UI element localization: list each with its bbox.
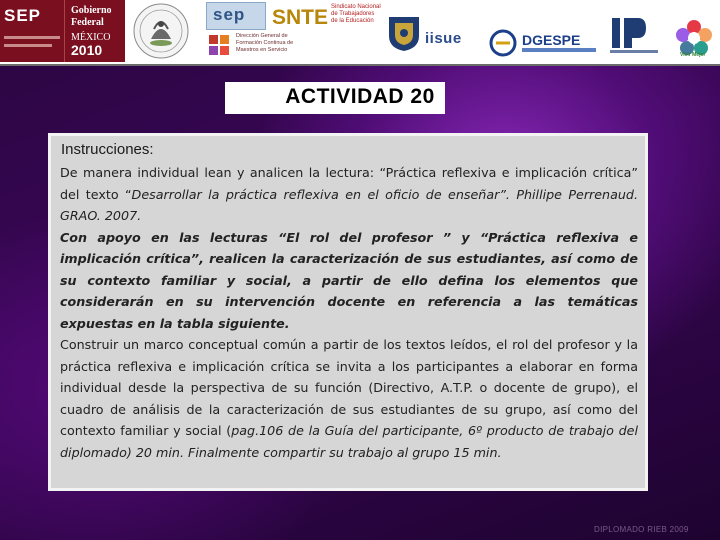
instructions-heading: Instrucciones: [61, 141, 154, 158]
national-seal-icon [126, 1, 196, 61]
sep-secretaria-logo [206, 2, 266, 30]
gobierno-label: Gobierno [71, 5, 112, 16]
unam-shield-icon [386, 14, 422, 52]
gobierno-federal-logo [64, 0, 125, 62]
dgespe-logo [488, 28, 598, 58]
iisue-logo: iisue [425, 30, 462, 47]
snte-logo: SNTE [272, 6, 329, 29]
dgespe-underline [522, 48, 596, 52]
divider [4, 36, 60, 39]
mexico-label: MÉXICO [71, 32, 111, 43]
divider [4, 44, 52, 47]
sep-wordmark: SEP [4, 6, 42, 25]
paragraph-3-text: Construir un marco conceptual común a partir de los textos leídos, el rol del profesor y la práctica reflexiva e implicación crítica se invita a los participantes a elaborar en forma individual desde la perspectiva de su función (Directivo, A.T.P. o docente de grupo), el cuadro de análisis de la caracterización de sus estudiantes de su grupo, así como del contexto familiar y social ( [60, 337, 638, 438]
footer-label: DIPLOMADO RIEB 2009 [594, 525, 689, 534]
dgespe-icon [488, 28, 518, 58]
upn-logo-icon [606, 16, 662, 60]
sep-logo-block [0, 0, 64, 62]
federal-label: Federal [71, 17, 104, 28]
instruction-paragraph-3 [60, 334, 638, 463]
instructions-body [60, 162, 638, 463]
snte-subtitle: Sindicato Nacional de Trabajadores de la Educación [331, 4, 381, 24]
vivir-mejor-label: Vivir Mejor [680, 52, 706, 58]
page-title: ACTIVIDAD 20 [285, 85, 435, 108]
sep-logo-text: sep [213, 5, 246, 24]
paragraph-3-reference: pag.106 de la Guía del participante, 6º producto de trabajo del diplomado) 20 min. Finalmente compartir su trabajo al grupo 15 min. [60, 423, 638, 460]
paragraph-1-citation: Desarrollar la práctica reflexiva en el oficio de enseñar”. Phillipe Perrenaud. GRAO. 2007. [60, 186, 639, 223]
dgfcms-label: Dirección General de Formación Continua de Maestros en Servicio [236, 33, 294, 53]
instruction-paragraph-1 [60, 162, 638, 227]
instruction-paragraph-2: Con apoyo en las lecturas “El rol del profesor ” y “Práctica reflexiva e implicación crítica”, realicen la caracterización de sus estudiantes, así como de su contexto familiar y social, a partir de ello defina los elementos que considerarán en su intervención docente en referencia a las temáticas expuestas en la tabla siguiente. [60, 229, 638, 331]
dgfcms-icon [208, 34, 230, 56]
logo-banner [0, 0, 720, 66]
dgespe-text: DGESPE [522, 32, 581, 48]
instructions-panel [48, 133, 648, 491]
paragraph-1-text: De manera individual lean y analicen la lectura: “Práctica reflexiva e implicación crítica” del texto “ [60, 165, 638, 202]
year-label: 2010 [71, 42, 103, 58]
